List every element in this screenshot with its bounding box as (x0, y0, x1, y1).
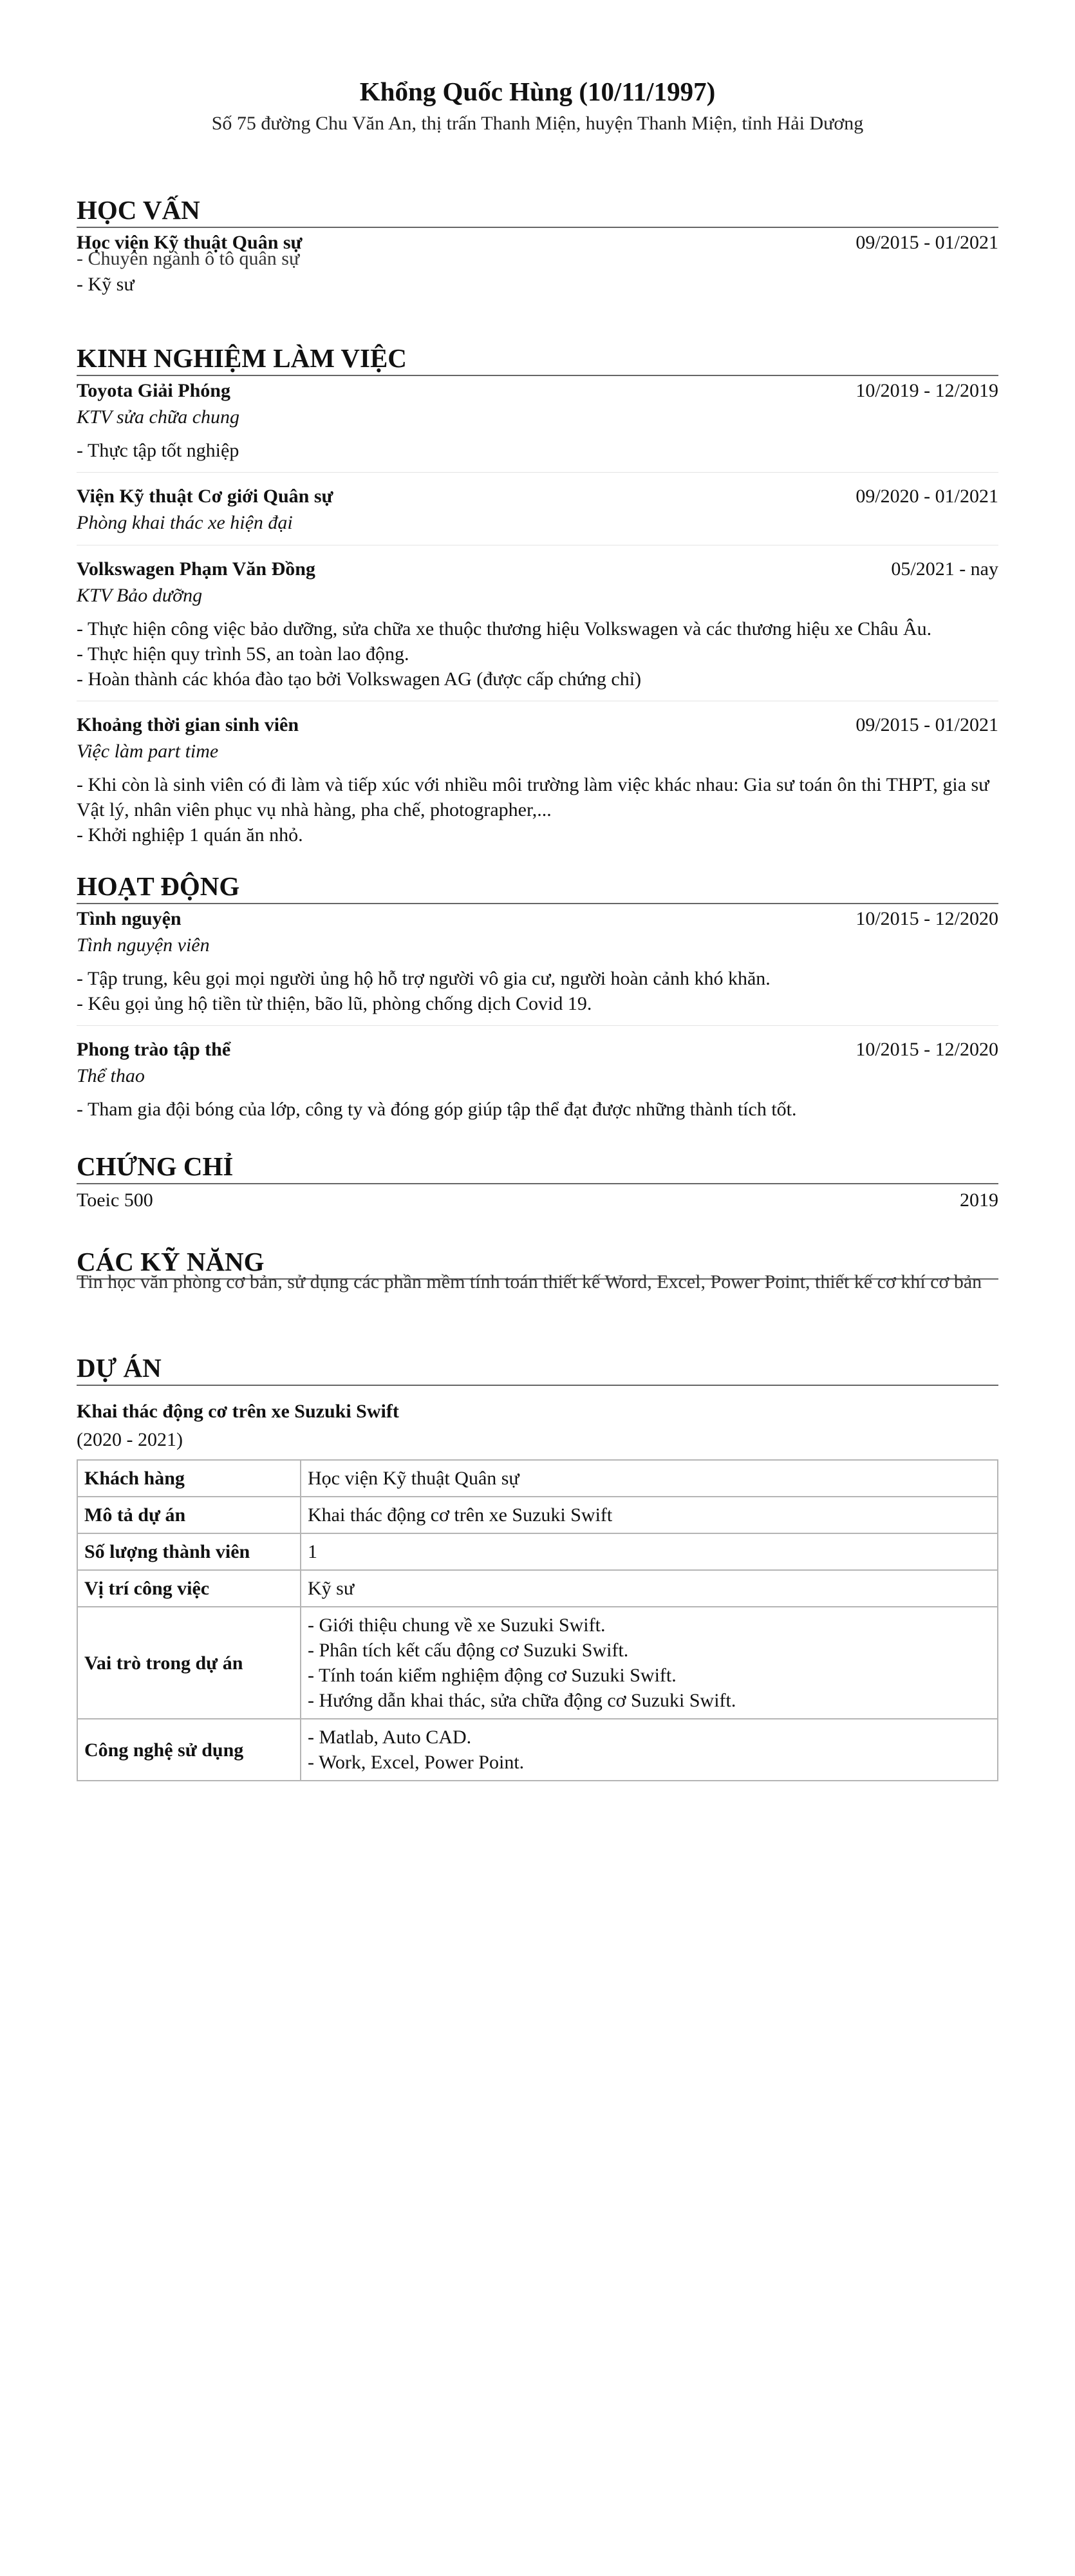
activity-role: Tình nguyện viên (77, 934, 210, 956)
projects-section (77, 1351, 998, 1781)
experience-role: Việc làm part time (77, 741, 219, 762)
education-degree: - Kỹ sư (77, 274, 135, 295)
projects-title: DỰ ÁN (77, 1351, 998, 1386)
experience-item (77, 712, 998, 848)
activities-section (77, 869, 998, 1122)
experience-role: KTV Bảo dưỡng (77, 585, 203, 606)
skills-clipped-line: Tin học văn phòng cơ bản, sử dụng các phần mềm tính toán thiết kế Word, Excel, Power Point, thiết kế cơ khí cơ bản (77, 1271, 982, 1293)
activity-role: Thể thao (77, 1065, 145, 1086)
activity-org: Phong trào tập thể (77, 1039, 231, 1060)
entry-divider (77, 1025, 998, 1026)
education-date: 09/2015 - 01/2021 (855, 232, 998, 253)
table-row (77, 1460, 998, 1497)
table-row (77, 1497, 998, 1533)
certificate-year: 2019 (960, 1189, 998, 1211)
project-field-label: Công nghệ sử dụng (77, 1719, 301, 1781)
activities-title: HOẠT ĐỘNG (77, 869, 998, 904)
education-clipped-line: - Chuyên ngành ô tô quân sự (77, 248, 300, 269)
project-table (77, 1459, 998, 1781)
skills-title: CÁC KỸ NĂNG (77, 1245, 998, 1280)
activity-desc: - Tập trung, kêu gọi mọi người ủng hộ hỗ trợ người vô gia cư, người hoàn cảnh khó khăn. - Kêu gọi ủng hộ tiền từ thiện, bão lũ, phòng chống dịch Covid 19. (77, 968, 771, 1014)
experience-org: Viện Kỹ thuật Cơ giới Quân sự (77, 486, 333, 507)
activity-org: Tình nguyện (77, 908, 182, 929)
experience-item (77, 483, 998, 545)
project-name: Khai thác động cơ trên xe Suzuki Swift (77, 1401, 399, 1422)
experience-org: Khoảng thời gian sinh viên (77, 714, 299, 735)
project-field-value: Học viện Kỹ thuật Quân sự (301, 1460, 998, 1497)
experience-date: 09/2015 - 01/2021 (855, 714, 998, 735)
experience-title: KINH NGHIỆM LÀM VIỆC (77, 341, 998, 376)
table-row (77, 1533, 998, 1570)
project-field-label: Mô tả dự án (77, 1497, 301, 1533)
project-field-label: Vị trí công việc (77, 1570, 301, 1607)
certificate-row (77, 1187, 998, 1214)
project-field-value: 1 (301, 1533, 998, 1570)
activity-date: 10/2015 - 12/2020 (855, 1039, 998, 1060)
activity-desc: - Tham gia đội bóng của lớp, công ty và đóng góp giúp tập thể đạt được những thành tích tốt. (77, 1099, 797, 1120)
project-field-value: Khai thác động cơ trên xe Suzuki Swift (301, 1497, 998, 1533)
certificates-title: CHỨNG CHỈ (77, 1150, 998, 1184)
experience-section (77, 341, 998, 848)
activity-date: 10/2015 - 12/2020 (855, 908, 998, 929)
project-field-value: - Giới thiệu chung về xe Suzuki Swift. - Phân tích kết cấu động cơ Suzuki Swift. - Tính toán kiểm nghiệm động cơ Suzuki Swift. - Hướng dẫn khai thác, sửa chữa động cơ Suzuki Swift. (301, 1607, 998, 1719)
education-entry (77, 229, 998, 297)
experience-date: 10/2019 - 12/2019 (855, 380, 998, 401)
certificates-section (77, 1150, 998, 1214)
experience-date: 05/2021 - nay (891, 558, 998, 580)
activity-item (77, 1036, 998, 1122)
experience-org: Volkswagen Phạm Văn Đồng (77, 558, 315, 580)
project-period: (2020 - 2021) (77, 1429, 183, 1450)
experience-desc: - Thực tập tốt nghiệp (77, 440, 239, 461)
activity-item (77, 905, 998, 1026)
experience-desc: - Thực hiện công việc bảo dưỡng, sửa chữa xe thuộc thương hiệu Volkswagen và các thương hiệu xe Châu Âu. - Thực hiện quy trình 5S, an toàn lao động. - Hoàn thành các khóa đào tạo bởi Volkswagen AG (được cấp chứng chỉ) (77, 618, 932, 690)
table-row (77, 1607, 998, 1719)
project-field-value: Kỹ sư (301, 1570, 998, 1607)
candidate-name: Khổng Quốc Hùng (10/11/1997) (359, 77, 716, 106)
experience-item (77, 377, 998, 473)
school-name: Học viện Kỹ thuật Quân sự (77, 232, 303, 253)
project-field-label: Vai trò trong dự án (77, 1607, 301, 1719)
education-title: HỌC VẤN (77, 193, 998, 228)
experience-role: Phòng khai thác xe hiện đại (77, 512, 293, 533)
education-section (77, 193, 998, 297)
candidate-address: Số 75 đường Chu Văn An, thị trấn Thanh Miện, huyện Thanh Miện, tỉnh Hải Dương (211, 113, 864, 134)
experience-desc: - Khi còn là sinh viên có đi làm và tiếp xúc với nhiều môi trường làm việc khác nhau: Gia sư toán ôn thi THPT, gia sư Vật lý, nhân viên phục vụ nhà hàng, pha chế, photographer,... - Khởi nghiệp 1 quán ăn nhỏ. (77, 774, 989, 846)
experience-role: KTV sửa chữa chung (77, 406, 240, 428)
table-row (77, 1570, 998, 1607)
experience-org: Toyota Giải Phóng (77, 380, 230, 401)
skills-section (77, 1245, 998, 1295)
experience-item (77, 556, 998, 701)
table-row (77, 1719, 998, 1781)
project-field-label: Số lượng thành viên (77, 1533, 301, 1570)
certificate-name: Toeic 500 (77, 1189, 153, 1211)
entry-divider (77, 472, 998, 473)
project-field-value: - Matlab, Auto CAD. - Work, Excel, Power Point. (301, 1719, 998, 1781)
project-field-label: Khách hàng (77, 1460, 301, 1497)
experience-date: 09/2020 - 01/2021 (855, 486, 998, 507)
